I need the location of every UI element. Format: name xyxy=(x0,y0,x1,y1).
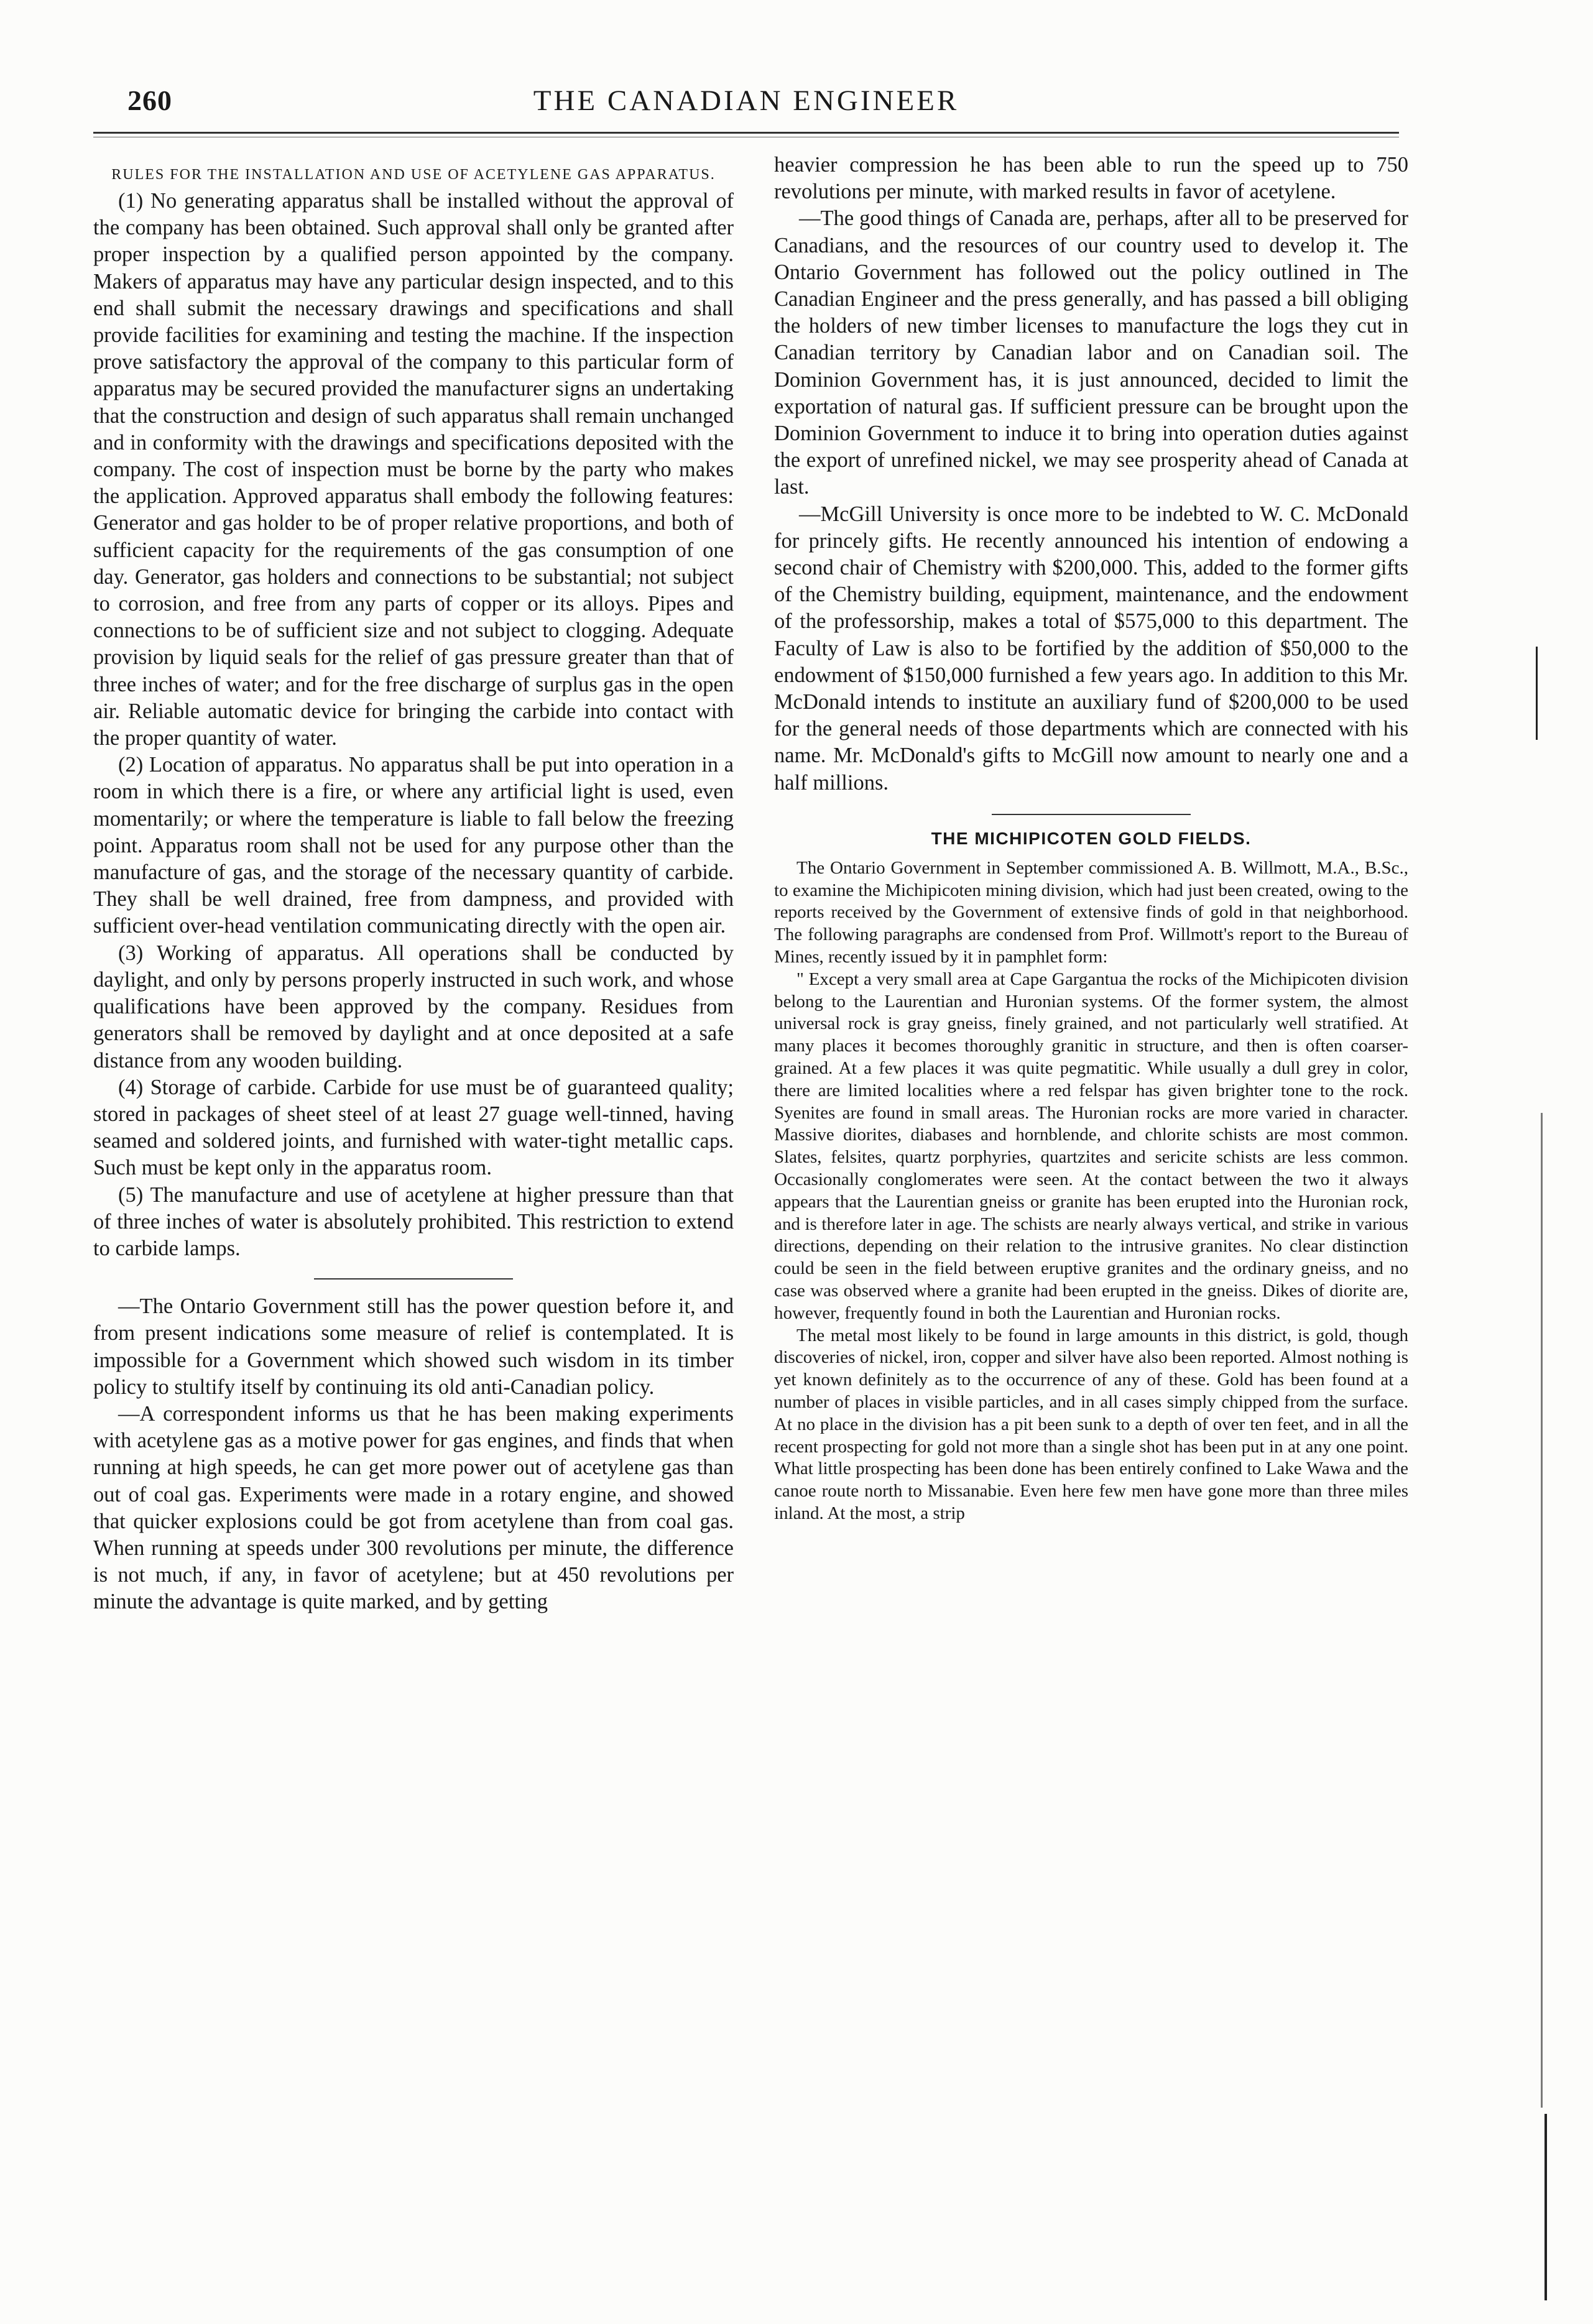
page-number: 260 xyxy=(127,85,172,116)
margin-mark xyxy=(1536,647,1538,740)
rule-paragraph-4: (4) Storage of carbide. Carbide for use must be of guaranteed quality; stored in packages of sheet steel of at least 27 guage well-tinned, having seamed and soldered joints, and furnished with water-tight metallic caps. Such must be kept only in the apparatus room. xyxy=(93,1075,734,1180)
right-column xyxy=(774,152,1408,2222)
margin-mark xyxy=(1541,1113,1543,2108)
good-things-paragraph: —The good things of Canada are, perhaps, after all to be preserved for Canadians, and the resources of our country used to develop it. The Ontario Government has followed out the policy outlined in The Canadian Engineer and the press generally, and has passed a bill obliging the holders of new timber licenses to manufacture the logs they cut in Canadian territory by Canadian labor and on Canadian soil. The Dominion Government has, it is just announced, decided to limit the exportation of natural gas. If sufficient pressure can be brought upon the Dominion Government to induce it to bring into operation duties against the export of unrefined nickel, we may see prosperity ahead of Canada at last. xyxy=(774,206,1408,499)
rule-paragraph-5: (5) The manufacture and use of acetylene at higher pressure than that of three inches of water is absolutely prohibited. This restriction to extend to carbide lamps. xyxy=(93,1183,734,1260)
section-separator xyxy=(314,1278,513,1280)
left-column xyxy=(93,152,734,2222)
rules-heading: RULES FOR THE INSTALLATION AND USE OF ACETYLENE GAS APPARATUS. xyxy=(111,167,716,183)
mcgill-paragraph: —McGill University is once more to be indebted to W. C. McDonald for princely gifts. He recently announced his intention of endowing a second chair of Chemistry with $200,000. This, added to the former gifts of the Chemistry building, equipment, maintenance, and the endowment of the professorship, makes a total of $575,000 to this department. The Faculty of Law is also to be fortified by the addition of $50,000 to the endowment of $150,000 furnished a few years ago. In addition to this Mr. McDonald intends to institute an auxiliary fund of $200,000 to be used for the general needs of those departments which are connected with his name. Mr. McDonald's gifts to McGill now amount to nearly one and a half millions. xyxy=(774,502,1408,795)
rule-paragraph-1: (1) No generating apparatus shall be installed without the approval of the company has been obtained. Such approval shall only be granted after proper inspection by a qualified person appointed by the company. Makers of apparatus may have any particular design inspected, and to this end shall submit the necessary drawings and specifications and shall provide facilities for examining and testing the machine. If the inspection prove satisfactory the approval of the company to this particular form of apparatus may be secured provided the manufacturer signs an undertaking that the construction and design of such apparatus shall remain unchanged and in conformity with the drawings and specifications deposited with the company. The cost of inspection must be borne by the party who makes the application. Approved apparatus shall embody the following features: Generator and gas holder to be of proper relative proportions, and both of sufficient capacity for the requirements of the gas consumption of one day. Generator, gas holders and connections to be substantial; not subject to corrosion, and free from any parts of copper or its alloys. Pipes and connections to be of sufficient size and not subject to clogging. Adequate provision by liquid seals for the relief of gas pressure greater than that of three inches of water; and for the free discharge of surplus gas in the open air. Reliable automatic device for bringing the carbide into contact with the proper quantity of water. xyxy=(93,189,734,750)
rule-paragraph-3: (3) Working of apparatus. All operations shall be conducted by daylight, and only by persons properly instructed in such work, and whose qualifications have been approved by the company. Residues from generators shall be removed by daylight and at once deposited at a safe distance from any wooden building. xyxy=(93,941,734,1072)
article-intro: The Ontario Government in September commissioned A. B. Willmott, M.A., B.Sc., to examine the Michipicoten mining division, which had just been created, owing to the reports received by the Government of extensive finds of gold in that neighborhood. The following paragraphs are condensed from Prof. Willmott's report to the Bureau of Mines, recently issued by it in pamphlet form: xyxy=(774,857,1408,967)
article-title: THE MICHIPICOTEN GOLD FIELDS. xyxy=(931,828,1252,848)
rule-paragraph-2: (2) Location of apparatus. No apparatus shall be put into operation in a room in which there is a fire, or where any artificial light is used, even momentarily; or where the temperature is liable to fall below the freezing point. Apparatus room shall not be used for any purpose other than the manufacture of gas, and the storage of the necessary quantity of carbide. They shall be well drained, free from dampness, and provided with sufficient over-head ventilation communicating directly with the open air. xyxy=(93,753,734,938)
page-header xyxy=(93,84,1399,134)
article-separator xyxy=(992,814,1191,815)
margin-mark xyxy=(1545,2114,1547,2300)
ontario-power-paragraph: —The Ontario Government still has the power question before it, and from present indications some measure of relief is contemplated. It is impossible for a Government which showed such wisdom in its timber policy to stultify itself by continuing its old anti-Canadian policy. xyxy=(93,1294,734,1399)
gold-metal-paragraph: The metal most likely to be found in large amounts in this district, is gold, though discoveries of nickel, iron, copper and silver have also been reported. Almost nothing is yet known definitely as to the occurrence of any of these. Gold has been found at a number of places in visible particles, and in all cases simply chipped from the surface. At no place in the division has a pit been sunk to a depth of over ten feet, and in all the recent prospecting for gold not more than a single shot has been put in at any one point. What little prospecting has been done has been entirely confined to Lake Wawa and the canoe route north to Missanabie. Even here few men have gone more than three miles inland. At the most, a strip xyxy=(774,1325,1408,1523)
acetylene-correspondent-paragraph: —A correspondent informs us that he has been making experiments with acetylene gas as a motive power for gas engines, and finds that when running at high speeds, he can get more power out of acetylene gas than out of coal gas. Experiments were made in a rotary engine, and showed that quicker explosions could be got from acetylene than from coal gas. When running at speeds under 300 revolutions per minute, the difference is not much, if any, in favor of acetylene; but at 450 revolutions per minute the advantage is quite marked, and by getting xyxy=(93,1401,734,1614)
header-rule xyxy=(93,132,1399,134)
report-quote: " Except a very small area at Cape Gargantua the rocks of the Michipicoten division belong to the Laurentian and Huronian systems. Of the former system, the almost universal rock is gray gneiss, finely grained, and not particularly well stratified. At many places it becomes thoroughly granitic in structure, and then is often coarser-grained. At a few places it was quite pegmatitic. While usually a dull grey in color, there are limited localities where a red felspar has given brighter tone to the rock. Syenites are found in small areas. The Huronian rocks are more varied in character. Massive diorites, diabases and hornblende, and chlorite schists are most common. Slates, felsites, quartz porphyries, quartzites and sericite schists are less common. Occasionally conglomerates were seen. At the contact between the two it always appears that the Laurentian gneiss or granite has been erupted into the Huronian rock, and is therefore later in age. The schists are nearly always vertical, and strike in various directions, depending on their relation to the intrusive granites. No clear distinction could be seen in the field between eruptive granites and the ordinary gneiss, and no case was observed where a granite had been erupted in the gneiss. Dikes of diorite are, however, frequently found in both the Laurentian and Huronian rocks. xyxy=(774,969,1408,1323)
running-title: THE CANADIAN ENGINEER xyxy=(533,85,959,117)
continuation-paragraph: heavier compression he has been able to run the speed up to 750 revolutions per minute, with marked results in favor of acetylene. xyxy=(774,153,1408,204)
